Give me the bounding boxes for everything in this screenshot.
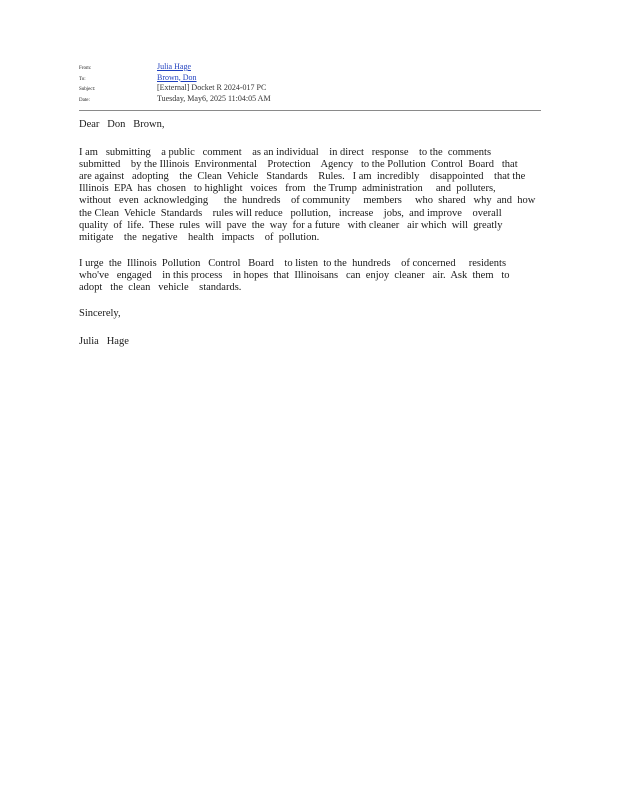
paragraph-line: without even acknowledging the hundreds of community members who shared why and how: [79, 195, 536, 207]
signature: Julia Hage: [79, 336, 129, 348]
paragraph-line: I am submitting a public comment as an individual in direct response to the comments: [79, 147, 492, 159]
paragraph-line: submitted by the Illinois Environmental Protection Agency to the Pollution Control Board that: [79, 159, 518, 171]
from-link[interactable]: Julia Hage: [157, 62, 191, 71]
to-label: To:: [79, 76, 86, 82]
paragraph-line: who've engaged in this process in hopes that Illinoisans can enjoy cleaner air. Ask them to: [79, 269, 510, 281]
date-row: [79, 94, 541, 105]
date-label: Date:: [79, 97, 90, 103]
subject-label: Subject:: [79, 87, 96, 92]
date-value: Tuesday, May6, 2025 11:04:05 AM: [157, 93, 271, 103]
paragraph-line: I urge the Illinois Pollution Control Board to listen to the hundreds of concerned residents: [79, 257, 507, 269]
paragraph-line: are against adopting the Clean Vehicle Standards Rules. I am incredibly disappointed that the: [79, 171, 526, 183]
paragraph-line: the Clean Vehicle Standards rules will reduce pollution, increase jobs, and improve overall: [79, 207, 502, 219]
paragraph-line: adopt the clean vehicle standards.: [79, 282, 242, 294]
paragraph-1: [79, 147, 539, 244]
paragraph-line: Illinois EPA has chosen to highlight voices from the Trump administration and polluters,: [79, 183, 496, 195]
letter-body: [79, 119, 539, 348]
header-divider: [79, 110, 541, 111]
paragraph-line: mitigate the negative health impacts of pollution.: [79, 231, 320, 243]
subject-row: [79, 83, 541, 94]
email-header: [79, 62, 541, 104]
from-row: [79, 62, 541, 73]
to-link[interactable]: Brown, Don: [157, 72, 197, 82]
paragraph-line: quality of life. These rules will pave the way for a future with cleaner air which will greatly: [79, 219, 503, 231]
to-row: [79, 73, 541, 84]
greeting: Dear Don Brown,: [79, 119, 165, 130]
paragraph-2: [79, 258, 539, 294]
subject-value: [External] Docket R 2024-017 PC: [157, 83, 267, 92]
closing: Sincerely,: [79, 308, 121, 320]
from-label: From:: [79, 66, 92, 71]
